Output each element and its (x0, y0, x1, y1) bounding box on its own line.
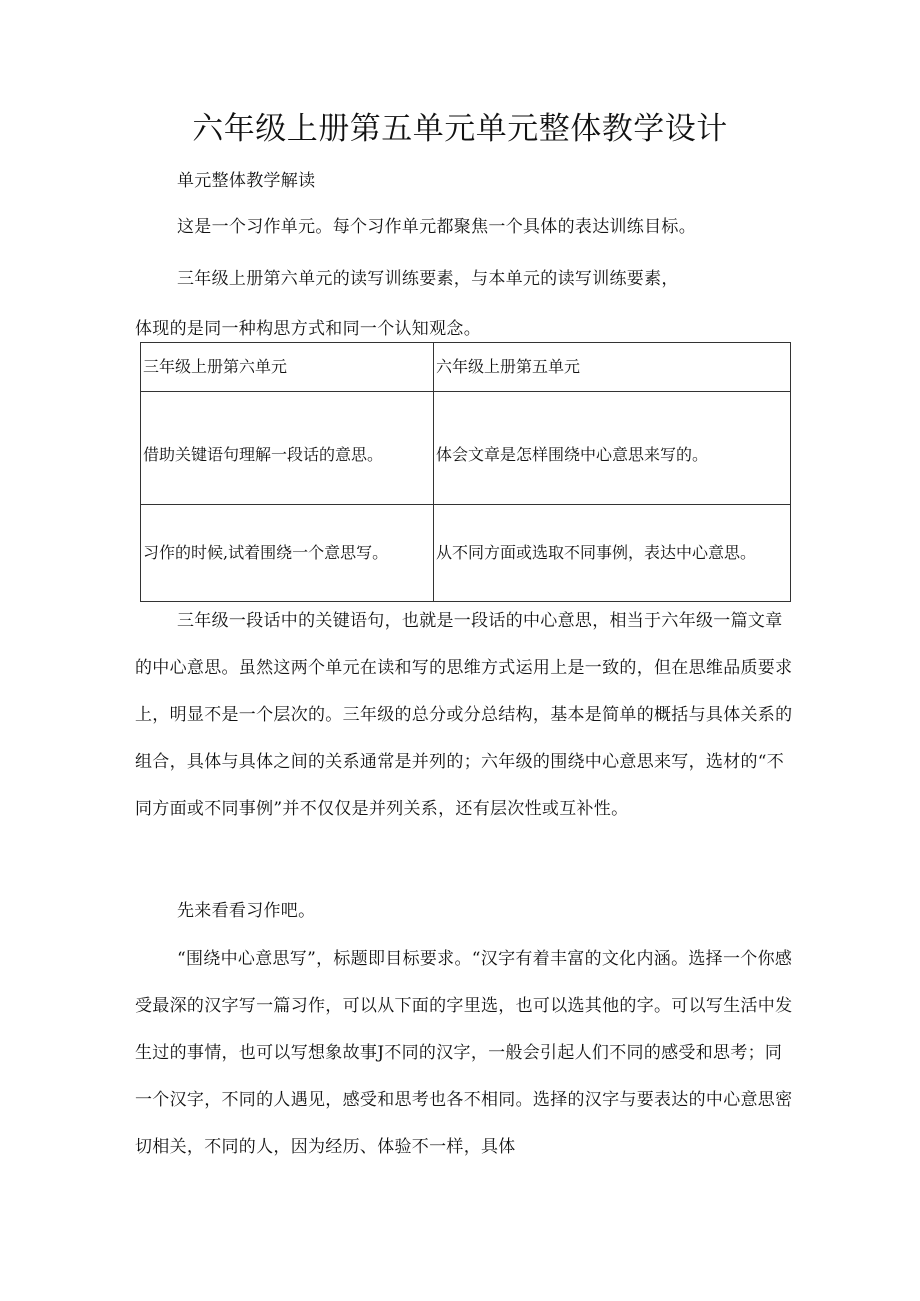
section-heading: 单元整体教学解读 (177, 171, 316, 191)
writing-task-paragraph: “围绕中心意思写”，标题即目标要求。“汉字有着丰富的文化内涵。选择一个你感受最深的汉字写一篇习作，可以从下面的字里选，也可以选其他的字。可以写生活中发生过的事情，也可以写想象故事J不同的汉字，一般会引起人们不同的感受和思考；同一个汉字，不同的人遇见，感受和思考也各不相同。选择的汉字与要表达的中心意思密切相关，不同的人，因为经历、体验不一样，具体 (135, 949, 793, 1157)
table-row (141, 392, 791, 505)
transition-paragraph: 先来看看习作吧。 (177, 901, 316, 921)
analysis-paragraph: 三年级一段话中的关键语句，也就是一段话的中心意思，相当于六年级一篇文章的中心意思。虽然这两个单元在读和写的思维方式运用上是一致的，但在思维品质要求上，明显不是一个层次的。三年级的总分或分总结构，基本是简单的概括与具体关系的组合，具体与具体之间的关系通常是并列的；六年级的围绕中心意思来写，选材的“不同方面或不同事例”并不仅仅是并列关系，还有层次性或互补性。 (135, 611, 793, 819)
comparison-table (140, 342, 791, 602)
intro-paragraph-line-3: 体现的是同一种构思方式和同一个认知观念。 (135, 319, 481, 339)
table-cell: 从不同方面或选取不同事例，表达中心意思。 (434, 505, 791, 602)
table-cell: 借助关键语句理解一段话的意思。 (141, 392, 434, 505)
table-header-cell: 六年级上册第五单元 (434, 343, 791, 392)
table-header-cell: 三年级上册第六单元 (141, 343, 434, 392)
table-row (141, 505, 791, 602)
document-title: 六年级上册第五单元单元整体教学设计 (192, 111, 728, 147)
table-header-row (141, 343, 791, 392)
table-cell: 习作的时候,试着围绕一个意思写。 (141, 505, 434, 602)
intro-paragraph-line-1: 这是一个习作单元。每个习作单元都聚焦一个具体的表达训练目标。 (177, 217, 696, 237)
table-cell: 体会文章是怎样围绕中心意思来写的。 (434, 392, 791, 505)
intro-paragraph-line-2: 三年级上册第六单元的读写训练要素，与本单元的读写训练要素， (177, 269, 679, 289)
